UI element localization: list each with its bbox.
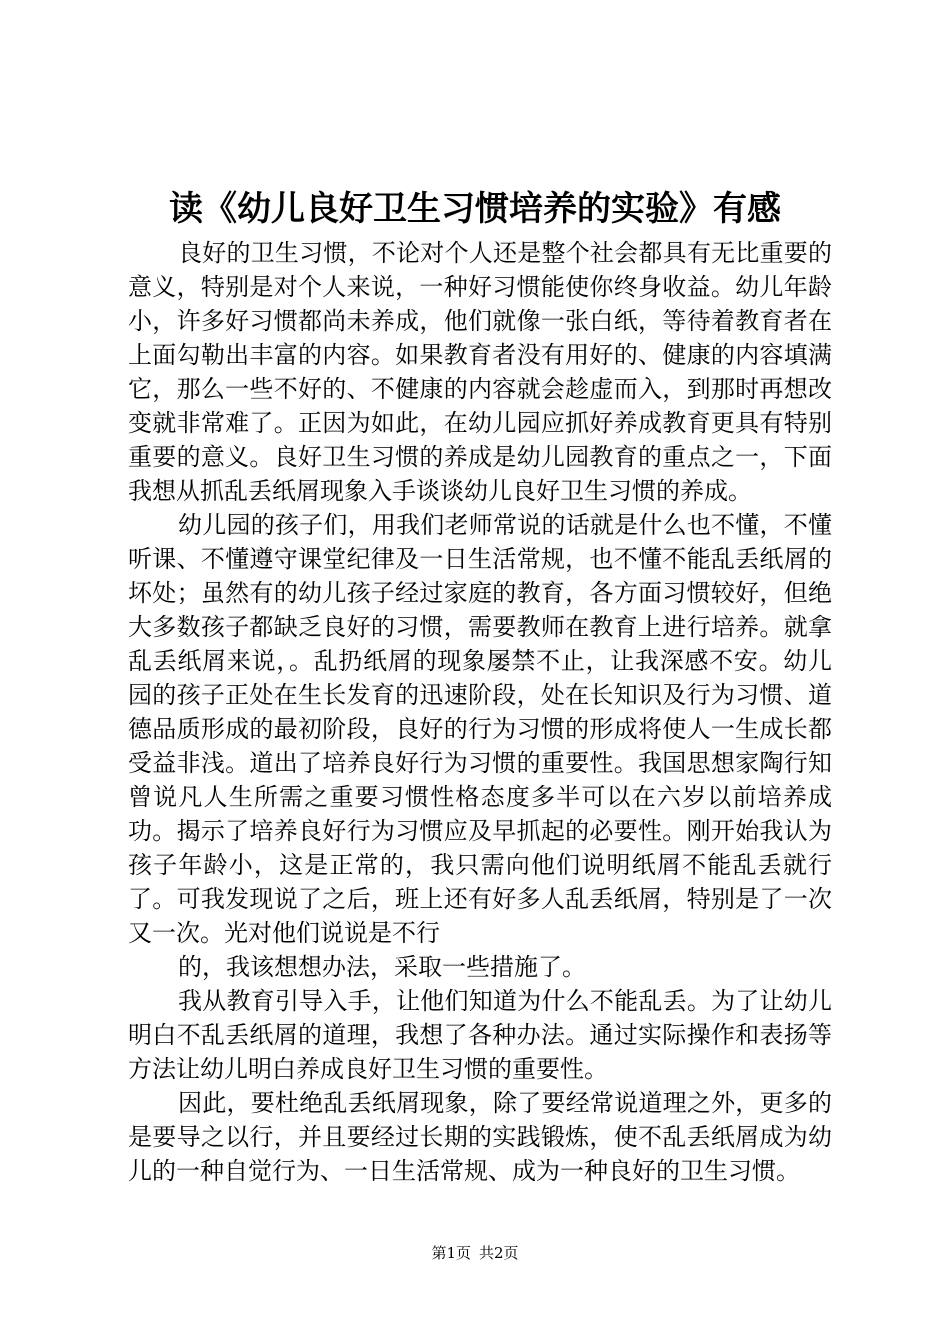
page-number-total: 共2页 [479, 1244, 519, 1262]
document-title: 读《幼儿良好卫生习惯培养的实验》有感 [169, 189, 781, 229]
paragraph-4: 因此，要杜绝乱丢纸屑现象，除了要经常说道理之外，更多的是要导之以行，并且要经过长期的实践锻炼，使不乱丢纸屑成为幼儿的一种自觉行为、一日生活常规、成为一种良好的卫生习惯。 [128, 1089, 832, 1185]
paragraph-2: 幼儿园的孩子们，用我们老师常说的话就是什么也不懂，不懂听课、不懂遵守课堂纪律及一日生活常规，也不懂不能乱丢纸屑的坏处；虽然有的幼儿孩子经过家庭的教育，各方面习惯较好，但绝大多数孩子都缺乏良好的习惯，需要教师在教育上进行培养。就拿乱丢纸屑来说，。乱扔纸屑的现象屡禁不止，让我深感不安。幼儿园的孩子正处在生长发育的迅速阶段，处在长知识及行为习惯、道德品质形成的最初阶段，良好的行为习惯的形成将使人一生成长都受益非浅。道出了培养良好行为习惯的重要性。我国思想家陶行知曾说凡人生所需之重要习惯性格态度多半可以在六岁以前培养成功。揭示了培养良好行为习惯应及早抓起的必要性。刚开始我认为孩子年龄小，这是正常的，我只需向他们说明纸屑不能乱丢就行了。可我发现说了之后，班上还有好多人乱丢纸屑，特别是了一次又一次。光对他们说说是不行 [128, 511, 832, 947]
paragraph-1: 良好的卫生习惯，不论对个人还是整个社会都具有无比重要的意义，特别是对个人来说，一种好习惯能使你终身收益。幼儿年龄小，许多好习惯都尚未养成，他们就像一张白纸，等待着教育者在上面勾勒出丰富的内容。如果教育者没有用好的、健康的内容填满它，那么一些不好的、不健康的内容就会趁虚而入，到那时再想改变就非常难了。正因为如此，在幼儿园应抓好养成教育更具有特别重要的意义。良好卫生习惯的养成是幼儿园教育的重点之一，下面我想从抓乱丢纸屑现象入手谈谈幼儿良好卫生习惯的养成。 [128, 239, 832, 505]
page-footer [0, 1243, 950, 1263]
document-body [128, 236, 832, 1188]
page-number-current: 第1页 [431, 1244, 471, 1262]
paragraph-3: 我从教育引导入手，让他们知道为什么不能乱丢。为了让幼儿明白不乱丢纸屑的道理，我想了各种办法。通过实际操作和表扬等方法让幼儿明白养成良好卫生习惯的重要性。 [128, 987, 832, 1083]
paragraph-2-continued: 的，我该想想办法，采取一些措施了。 [178, 953, 586, 981]
